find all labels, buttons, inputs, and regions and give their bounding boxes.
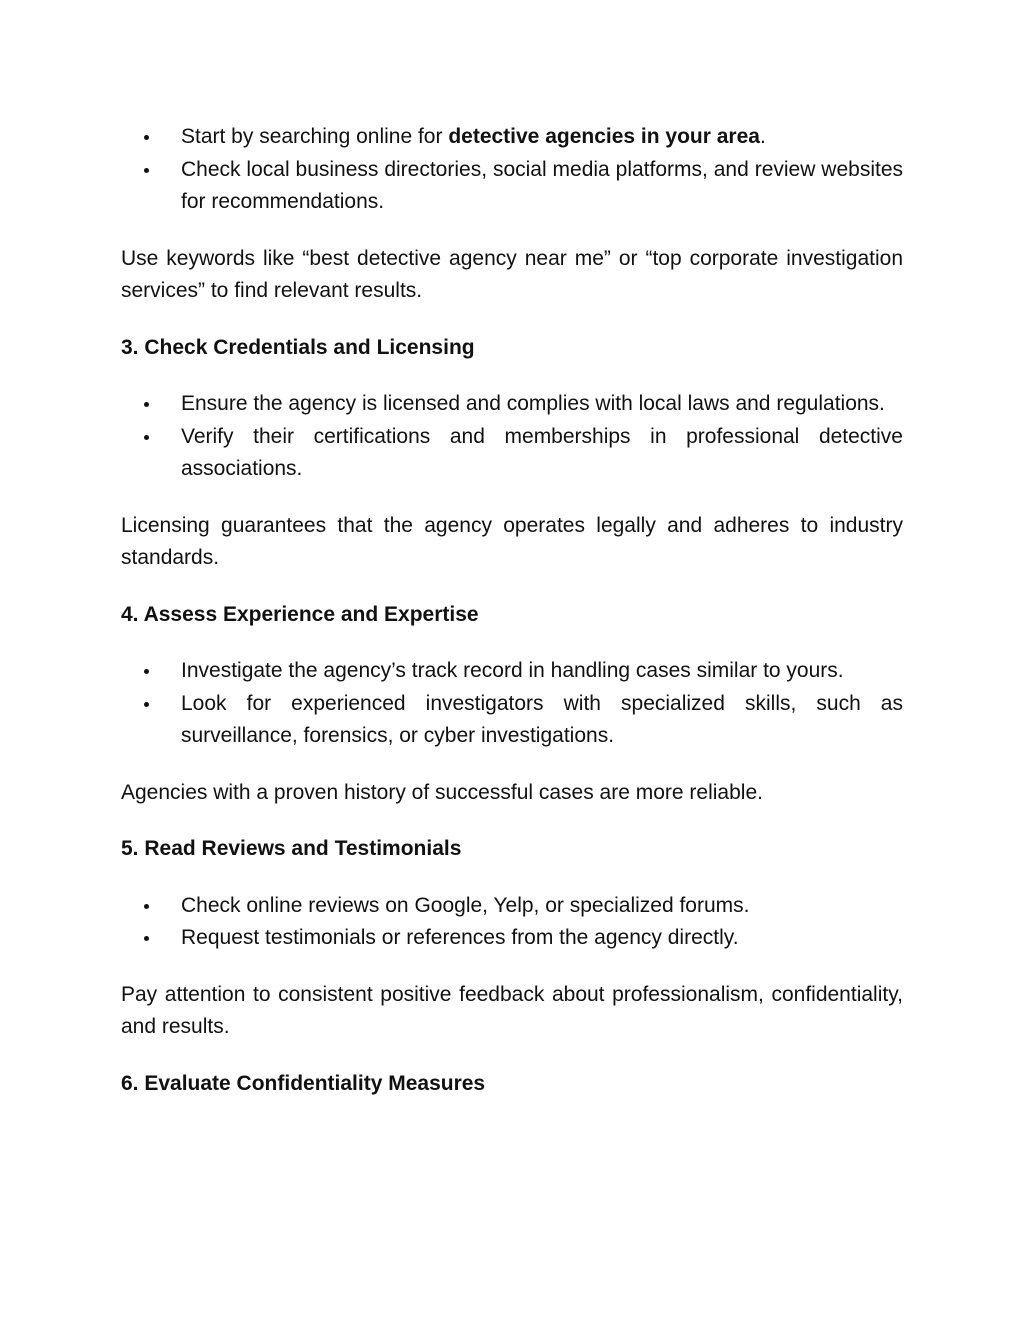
section-heading: 6. Evaluate Confidentiality Measures xyxy=(121,1071,486,1095)
list-item xyxy=(121,655,903,688)
list-item-text: Verify their certifications and memberships in professional detective associations. xyxy=(181,424,903,480)
list-item-text-prefix: Start by searching online for xyxy=(181,125,449,148)
list-item xyxy=(121,388,903,421)
list-item xyxy=(121,154,903,219)
section-heading: 3. Check Credentials and Licensing xyxy=(121,335,475,359)
section-paragraph: Agencies with a proven history of successful cases are more reliable. xyxy=(121,780,763,804)
bullet-icon xyxy=(144,669,149,674)
section-bullet-list xyxy=(121,388,903,486)
list-item xyxy=(121,922,903,955)
bullet-icon xyxy=(144,402,149,407)
document-page xyxy=(121,121,903,1100)
list-item-text-bold: detective agencies in your area xyxy=(448,125,760,148)
list-item-text: Check local business directories, social media platforms, and review websites for recommendations. xyxy=(181,157,903,213)
list-item xyxy=(121,688,903,753)
bullet-icon xyxy=(144,435,149,440)
bullet-icon xyxy=(144,936,149,941)
list-item-text: Ensure the agency is licensed and complies with local laws and regulations. xyxy=(181,392,885,415)
section-bullet-list xyxy=(121,655,903,753)
section-paragraph: Licensing guarantees that the agency operates legally and adheres to industry standards. xyxy=(121,513,903,569)
list-item-text: Investigate the agency’s track record in handling cases similar to yours. xyxy=(181,659,844,682)
list-item-text: Request testimonials or references from the agency directly. xyxy=(181,926,739,949)
intro-paragraph: Use keywords like “best detective agency near me” or “top corporate investigation services” to find relevant results. xyxy=(121,246,903,302)
section-heading: 4. Assess Experience and Expertise xyxy=(121,602,479,626)
list-item xyxy=(121,890,903,923)
intro-bullet-list xyxy=(121,121,903,219)
list-item xyxy=(121,121,903,154)
bullet-icon xyxy=(144,702,149,707)
list-item-text: Look for experienced investigators with specialized skills, such as surveillance, forensics, or cyber investigations. xyxy=(181,691,903,747)
list-item-text-suffix: . xyxy=(759,125,766,148)
section-heading: 5. Read Reviews and Testimonials xyxy=(121,837,462,860)
list-item-text: Check online reviews on Google, Yelp, or specialized forums. xyxy=(181,893,750,917)
bullet-icon xyxy=(144,168,149,173)
bullet-icon xyxy=(144,904,149,909)
section-paragraph: Pay attention to consistent positive feedback about professionalism, confidentiality, and results. xyxy=(121,982,903,1038)
section-bullet-list xyxy=(121,890,903,955)
bullet-icon xyxy=(144,135,149,140)
list-item xyxy=(121,421,903,486)
